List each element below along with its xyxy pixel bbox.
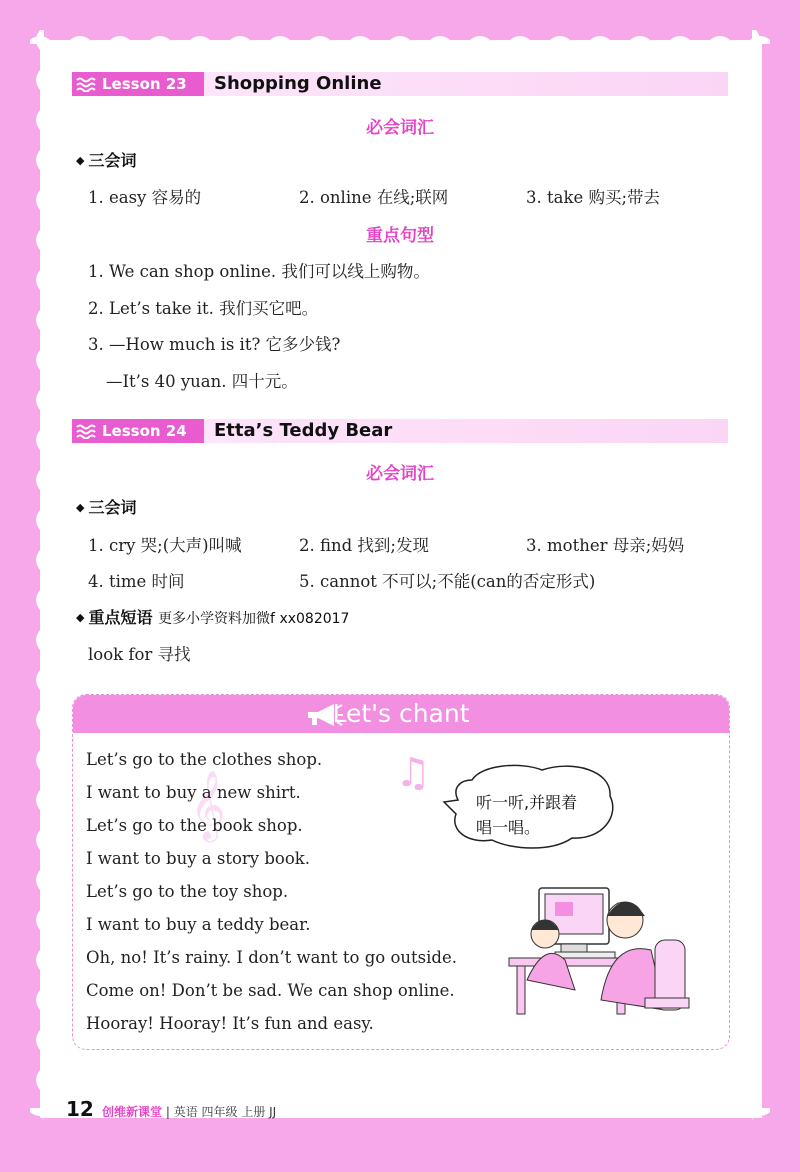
wave-lines-icon (76, 76, 98, 92)
bubble-line-2: 唱一唱。 (476, 818, 541, 837)
chant-header (73, 695, 729, 733)
footer-info (102, 1103, 276, 1120)
lesson-23-word-1: 1. easy 容易的 (88, 188, 202, 207)
music-note-icon: ♫ (395, 750, 431, 796)
diamond-icon: ◆ (76, 154, 85, 167)
lesson-24-word-2: 2. find 找到;发现 (299, 536, 429, 555)
lesson-24-title: Etta’s Teddy Bear (214, 420, 393, 441)
lesson-24-header (72, 419, 728, 443)
lesson-24-vocab-head: 必会词汇 (366, 464, 434, 484)
bubble-line-1: 听一听,并跟着 (476, 793, 578, 812)
footer-book-info: 英语 四年级 上册 JJ (173, 1105, 277, 1119)
chant-line-7: Oh, no! It’s rainy. I don’t want to go outside. (86, 948, 457, 967)
chant-line-5: Let’s go to the toy shop. (86, 882, 289, 901)
lesson-24-sub-head (76, 495, 136, 518)
footer-brand: 创维新课堂 (102, 1105, 163, 1119)
lesson-24-word-1: 1. cry 哭;(大声)叫喊 (88, 536, 242, 555)
chant-line-8: Come on! Don’t be sad. We can shop online. (86, 981, 455, 1000)
footer-separator: | (162, 1105, 174, 1119)
chant-line-2: I want to buy a new shirt. (86, 783, 301, 802)
diamond-icon: ◆ (76, 501, 85, 514)
lesson-23-sentence-4: —It’s 40 yuan. 四十元。 (106, 372, 298, 391)
chant-line-9: Hooray! Hooray! It’s fun and easy. (86, 1014, 374, 1033)
page-number: 12 (66, 1097, 94, 1121)
lesson-23-header (72, 72, 728, 96)
lesson-24-tag-text: Lesson 24 (102, 422, 187, 440)
chant-line-3: Let’s go to the book shop. (86, 816, 303, 835)
lesson-23-vocab-head: 必会词汇 (366, 118, 434, 138)
frame-wave-right (752, 30, 766, 1120)
lesson-24-phrase-head (76, 605, 349, 628)
lesson-24-word-3: 3. mother 母亲;妈妈 (526, 536, 685, 555)
chant-line-4: I want to buy a story book. (86, 849, 311, 868)
lesson-24-sub-head-text: 三会词 (88, 498, 137, 517)
lesson-23-sub-head-text: 三会词 (88, 151, 137, 170)
lesson-23-sentence-2: 2. Let’s take it. 我们买它吧。 (88, 299, 319, 318)
lesson-24-word-4: 4. time 时间 (88, 572, 185, 591)
diamond-icon: ◆ (76, 611, 85, 624)
lesson-23-title: Shopping Online (214, 73, 382, 94)
lesson-23-sentence-head: 重点句型 (366, 226, 434, 246)
lesson-23-word-2: 2. online 在线;联网 (299, 188, 449, 207)
lesson-24-tag (72, 419, 204, 443)
frame-wave-left (30, 30, 44, 1120)
chant-title: Let's chant (332, 699, 470, 728)
kids-computer-illustration (505, 880, 705, 1020)
lesson-23-tag (72, 72, 204, 96)
lesson-23-sub-head (76, 148, 136, 171)
side-note: 更多小学资料加微f xx082017 (158, 611, 350, 627)
lesson-24-phrase-1: look for 寻找 (88, 645, 191, 664)
treble-clef-icon: 𝄞 (190, 770, 226, 840)
lesson-23-tag-text: Lesson 23 (102, 75, 187, 93)
lesson-23-word-3: 3. take 购买;带去 (526, 188, 661, 207)
lesson-23-sentence-1: 1. We can shop online. 我们可以线上购物。 (88, 262, 430, 281)
chant-line-1: Let’s go to the clothes shop. (86, 750, 323, 769)
lesson-23-sentence-3: 3. —How much is it? 它多少钱? (88, 335, 341, 354)
wave-lines-icon (76, 423, 98, 439)
chant-line-6: I want to buy a teddy bear. (86, 915, 311, 934)
lesson-24-phrase-head-text: 重点短语 (88, 608, 153, 627)
lesson-24-word-5: 5. cannot 不可以;不能(can的否定形式) (299, 572, 596, 591)
